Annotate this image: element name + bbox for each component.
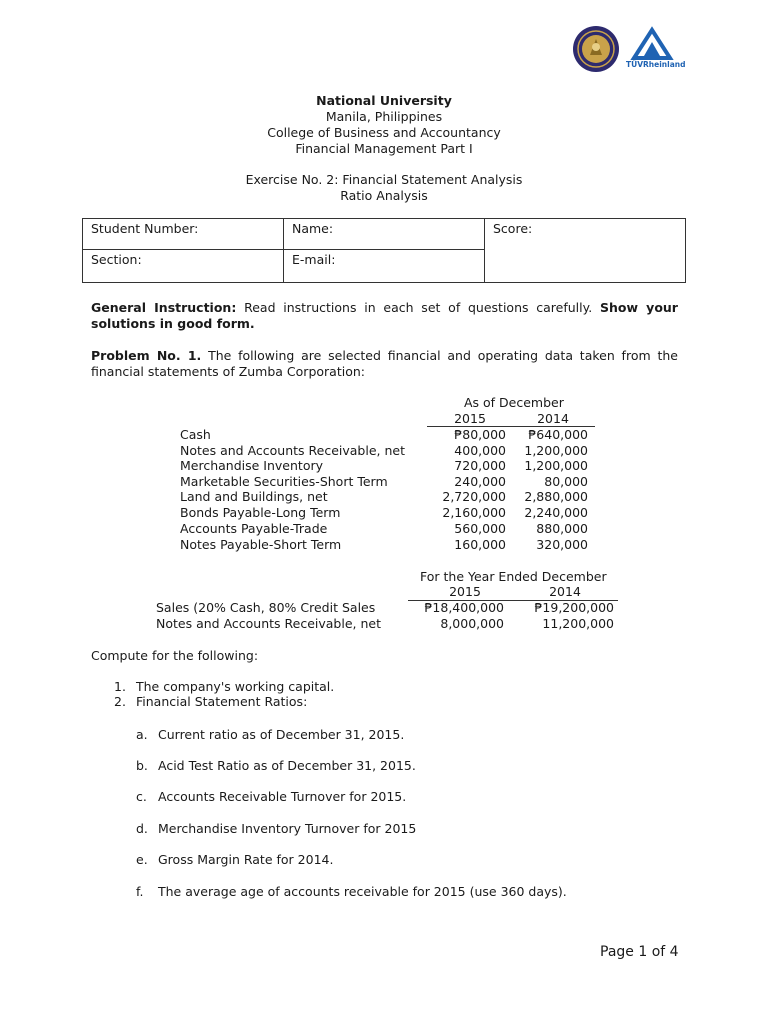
- income-year-2014: 2014: [549, 584, 581, 599]
- income-group-header: For the Year Ended December: [420, 569, 607, 584]
- income-row-2014: ₱19,200,000: [534, 600, 614, 615]
- balance-row-2014: 2,240,000: [524, 505, 588, 520]
- exercise-topic: Ratio Analysis: [340, 188, 428, 203]
- balance-row-2015: 720,000: [454, 458, 506, 473]
- balance-row-label: Merchandise Inventory: [180, 458, 324, 473]
- income-row-2015: ₱18,400,000: [424, 600, 504, 615]
- balance-row-2015: 160,000: [454, 537, 506, 552]
- balance-year-2014: 2014: [537, 411, 569, 426]
- name-field[interactable]: Name:: [284, 219, 485, 250]
- balance-group-header: As of December: [464, 395, 564, 410]
- student-number-field[interactable]: Student Number:: [83, 219, 284, 250]
- problem-text: The following are selected financial and operating data taken from the financial statements of Zumba Corporation:: [91, 348, 678, 379]
- email-field[interactable]: E-mail:: [284, 250, 485, 283]
- university-name: National University: [316, 93, 452, 108]
- ratio-letter: b.: [136, 758, 148, 773]
- university-seal-logo: [572, 25, 620, 73]
- course-name: Financial Management Part I: [295, 141, 473, 156]
- balance-row-label: Accounts Payable-Trade: [180, 521, 328, 536]
- tuv-label: TÜVRheinland: [626, 60, 686, 69]
- tuv-rheinland-logo: [624, 26, 686, 76]
- ratio-text: Merchandise Inventory Turnover for 2015: [158, 821, 417, 836]
- score-field[interactable]: Score:: [485, 219, 686, 283]
- balance-row-2014: ₱640,000: [528, 427, 588, 442]
- problem-label: Problem No. 1.: [91, 348, 202, 363]
- ratio-letter: f.: [136, 884, 144, 899]
- task-number: 1.: [114, 679, 126, 694]
- balance-row-2015: ₱80,000: [454, 427, 506, 442]
- ratio-text: Acid Test Ratio as of December 31, 2015.: [158, 758, 416, 773]
- problem-statement: [91, 348, 678, 380]
- instruction-emphasis: Show your solutions in good form.: [91, 300, 678, 331]
- balance-year-2015: 2015: [454, 411, 486, 426]
- ratio-text: Gross Margin Rate for 2014.: [158, 852, 334, 867]
- general-instruction: [91, 300, 678, 332]
- task-number: 2.: [114, 694, 126, 709]
- income-row-label: Sales (20% Cash, 80% Credit Sales: [156, 600, 376, 615]
- balance-row-2014: 1,200,000: [524, 458, 588, 473]
- tuv-triangle-icon: [624, 26, 680, 62]
- ratio-text: The average age of accounts receivable for 2015 (use 360 days).: [158, 884, 567, 899]
- balance-row-2014: 880,000: [536, 521, 588, 536]
- instruction-label: General Instruction:: [91, 300, 237, 315]
- balance-row-2015: 560,000: [454, 521, 506, 536]
- ratio-text: Accounts Receivable Turnover for 2015.: [158, 789, 407, 804]
- balance-row-label: Bonds Payable-Long Term: [180, 505, 341, 520]
- task-text: The company's working capital.: [136, 679, 335, 694]
- section-field[interactable]: Section:: [83, 250, 284, 283]
- ratio-letter: c.: [136, 789, 147, 804]
- balance-row-label: Notes and Accounts Receivable, net: [180, 443, 405, 458]
- student-info-table: [82, 218, 686, 283]
- balance-row-2015: 2,720,000: [442, 489, 506, 504]
- balance-row-2015: 240,000: [454, 474, 506, 489]
- income-row-2015: 8,000,000: [440, 616, 504, 631]
- balance-row-label: Cash: [180, 427, 211, 442]
- university-location: Manila, Philippines: [325, 109, 443, 124]
- income-row-label: Notes and Accounts Receivable, net: [156, 616, 381, 631]
- college-name: College of Business and Accountancy: [267, 125, 501, 140]
- exercise-title: Exercise No. 2: Financial Statement Analysis: [245, 172, 523, 187]
- balance-row-2014: 1,200,000: [524, 443, 588, 458]
- instruction-text: Read instructions in each set of questions carefully.: [236, 300, 600, 315]
- compute-intro: Compute for the following:: [91, 648, 259, 663]
- ratio-letter: d.: [136, 821, 148, 836]
- balance-row-2015: 2,160,000: [442, 505, 506, 520]
- balance-row-label: Notes Payable-Short Term: [180, 537, 342, 552]
- balance-row-2014: 320,000: [536, 537, 588, 552]
- page-number: Page 1 of 4: [600, 944, 679, 960]
- balance-row-2014: 2,880,000: [524, 489, 588, 504]
- ratio-text: Current ratio as of December 31, 2015.: [158, 727, 405, 742]
- task-text: Financial Statement Ratios:: [136, 694, 308, 709]
- balance-row-label: Land and Buildings, net: [180, 489, 328, 504]
- income-row-2014: 11,200,000: [542, 616, 614, 631]
- income-year-2015: 2015: [449, 584, 481, 599]
- ratio-letter: a.: [136, 727, 148, 742]
- balance-row-2015: 400,000: [454, 443, 506, 458]
- balance-row-2014: 80,000: [544, 474, 588, 489]
- ratio-letter: e.: [136, 852, 148, 867]
- balance-row-label: Marketable Securities-Short Term: [180, 474, 388, 489]
